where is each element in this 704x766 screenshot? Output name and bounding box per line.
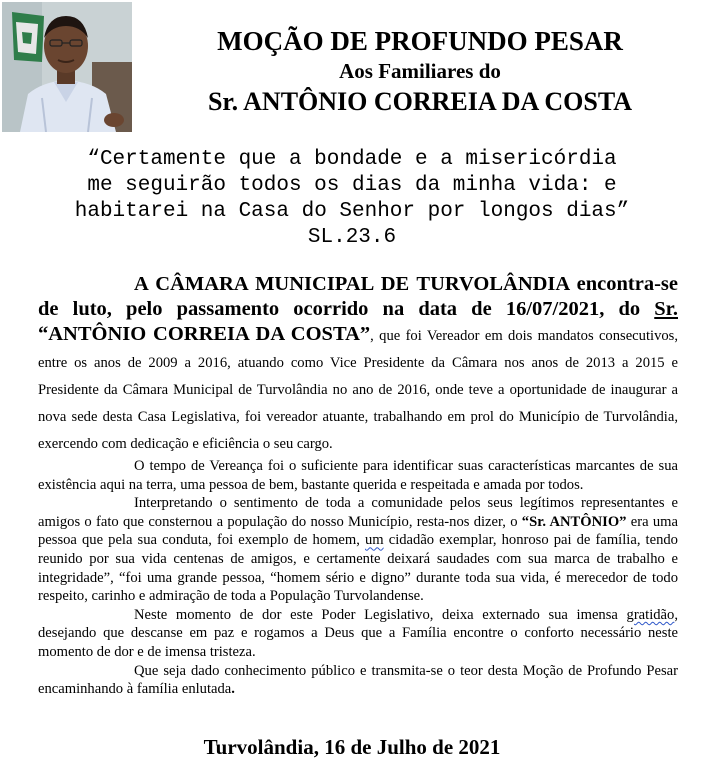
paragraph-4-text-b: , desejando que descanse em paz e rogamos a Deus que a Família encontre o conforto necessário neste momento de dor e de imensa tristeza. [38,606,678,660]
paragraph-3-text-a: Interpretando o sentimento de toda a comunidade pelos seus legítimos representantes e amigos o fato que consternou a população do nosso Município, resta-nos dizer, o [38,495,678,530]
lead-paragraph [38,272,678,457]
document-title: MOÇÃO DE PROFUNDO PESAR [217,26,623,56]
portrait-illustration [2,2,132,132]
document-header [140,26,700,118]
portrait-photo [2,2,132,132]
paragraph-2 [38,457,678,494]
paragraph-3 [38,494,678,606]
document-subtitle: Aos Familiares do [339,59,501,83]
paragraph-5 [38,662,678,699]
document-date: Turvolândia, 16 de Julho de 2021 [203,735,501,759]
paragraph-4-flagged-word: gratidão [626,606,675,623]
lead-text-3: , que foi Vereador em dois mandatos consecutivos, entre os anos de 2009 a 2016, atuando como Vice Presidente da Câmara nos anos de 2013 a 2015 e Presidente da Câmara Municipal de Turvolândia no ano de 2016, onde teve a oportunidade de inaugurar a nova sede desta Casa Legislativa, foi vereador atuante, trabalhando em prol do Município de Turvolândia, exercendo com dedicação e eficiência o seu cargo. [38,328,678,452]
lead-text-1: A CÂMARA MUNICIPAL DE TURVOLÂNDIA encontra-se de luto, pelo passamento ocorrido na data de 16/07/2021, do [38,273,678,320]
paragraph-2-text: O tempo de Vereança foi o suficiente para identificar suas características marcantes de sua existência aqui na terra, uma pessoa de bem, bastante querida e respeitada e amada por todos. [38,458,678,493]
paragraph-4-text-a: Neste momento de dor este Poder Legislativo, deixa externado sua imensa [134,606,627,623]
lead-name: “ANTÔNIO CORREIA DA COSTA” [38,323,371,345]
lead-sr: Sr. [654,298,678,320]
bible-verse: “Certamente que a bondade e a misericórdia me seguirão todos os dias da minha vida: e habitarei na Casa do Senhor por longos dias” SL.23.6 [74,148,630,249]
paragraph-5-text: Que seja dado conhecimento público e transmita-se o teor desta Moção de Profundo Pesar encaminhando à família enlutada [38,662,678,698]
honoree-name: Sr. ANTÔNIO CORREIA DA COSTA [207,87,633,116]
paragraph-3-bold: “Sr. ANTÔNIO” [521,513,627,530]
paragraph-3-flagged-word: um [364,532,384,549]
document-body [38,272,678,699]
paragraph-3-text-b: era uma pessoa que pela sua conduta, foi exemplo de homem, [38,513,678,549]
paragraph-5-dot: . [231,681,235,698]
paragraph-4 [38,606,678,662]
paragraph-3-text-c: cidadão exemplar, honroso pai de família, tendo reunido por sua vida centenas de amigos, e certamente deixará saudades com sua marca de trabalho e integridade”, “foi uma grande pessoa, “homem sério e digno” durante toda sua vida, é merecedor de todo respeito, carinho e admiração de toda a População Turvolandense. [38,532,678,605]
